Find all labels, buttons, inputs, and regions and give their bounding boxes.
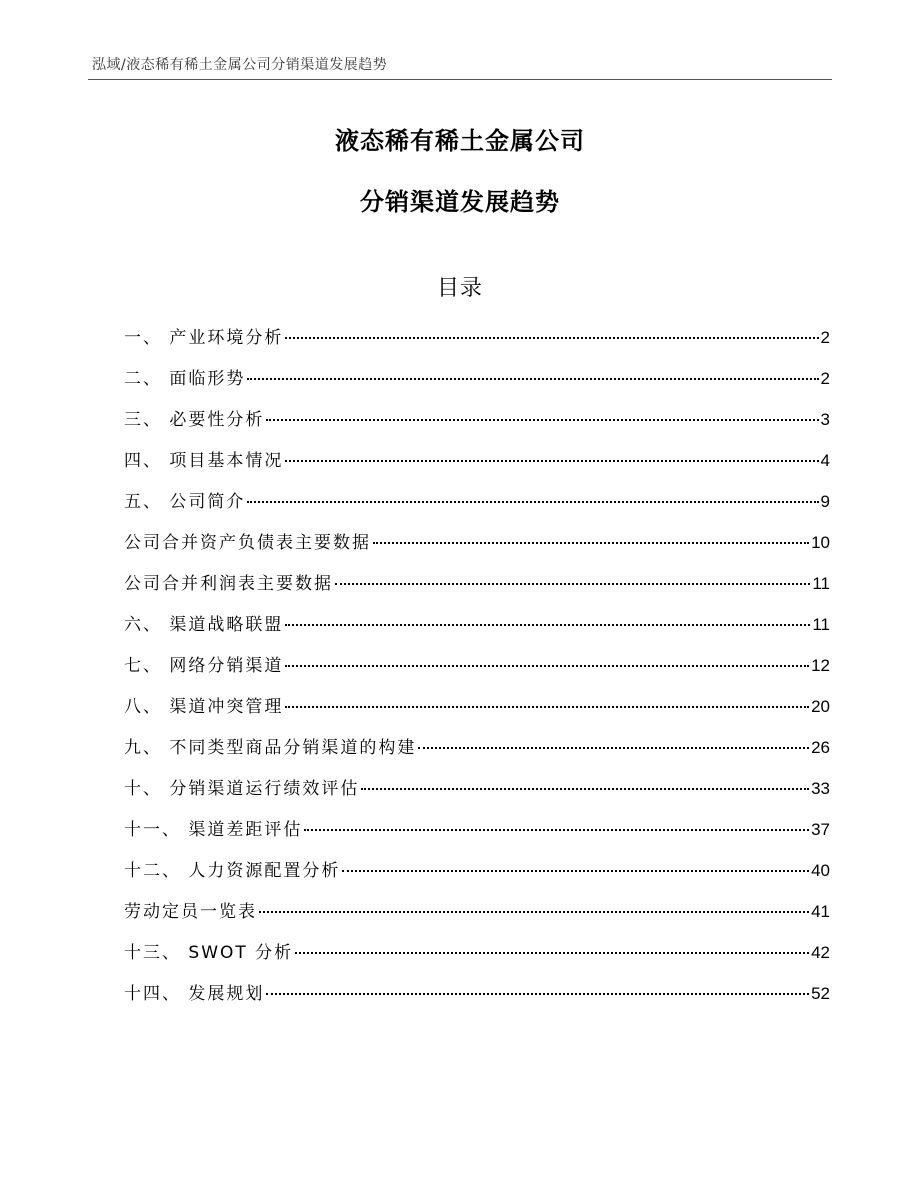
- toc-entry-page: 3: [820, 410, 830, 429]
- toc-dot-leader: [266, 419, 818, 421]
- toc-dot-leader: [285, 665, 809, 667]
- toc-entry[interactable]: [124, 610, 830, 651]
- toc-entry-label: 六、 渠道战略联盟: [124, 615, 284, 635]
- toc-dot-leader: [247, 501, 818, 503]
- toc-dot-leader: [285, 337, 818, 339]
- toc-entry[interactable]: [124, 897, 830, 938]
- toc-dot-leader: [418, 747, 809, 749]
- toc-entry[interactable]: [124, 364, 830, 405]
- toc-entry-label: 七、 网络分销渠道: [124, 656, 284, 676]
- toc-entry-page: 26: [811, 738, 830, 757]
- toc-entry-page: 10: [811, 533, 830, 552]
- toc-entry-page: 20: [811, 697, 830, 716]
- toc-entry-page: 4: [820, 451, 830, 470]
- toc-dot-leader: [361, 788, 809, 790]
- toc-dot-leader: [373, 542, 809, 544]
- toc-entry-label: 十二、 人力资源配置分析: [124, 861, 341, 881]
- toc-entry[interactable]: [124, 405, 830, 446]
- running-header: 泓域/液态稀有稀土金属公司分销渠道发展趋势: [92, 57, 388, 73]
- toc-entry-page: 52: [811, 984, 830, 1003]
- toc-entry-label: 二、 面临形势: [124, 369, 246, 389]
- toc-dot-leader: [247, 378, 818, 380]
- toc-entry[interactable]: [124, 774, 830, 815]
- toc-entry-page: 42: [811, 943, 830, 962]
- toc-entry-page: 2: [820, 369, 830, 388]
- toc-entry-label: 十一、 渠道差距评估: [124, 820, 303, 840]
- toc-entry-label: 十四、 发展规划: [124, 984, 265, 1004]
- toc-entry-label: 五、 公司简介: [124, 492, 246, 512]
- toc-heading: 目录: [436, 276, 483, 301]
- toc-entry-label: 九、 不同类型商品分销渠道的构建: [124, 738, 417, 758]
- toc-dot-leader: [285, 706, 809, 708]
- toc-entry[interactable]: [124, 938, 830, 979]
- header-divider: [88, 79, 832, 80]
- toc-entry-page: 33: [811, 779, 830, 798]
- toc-entry-label: 四、 项目基本情况: [124, 451, 284, 471]
- toc-dot-leader: [304, 829, 809, 831]
- toc-entry[interactable]: [124, 733, 830, 774]
- toc-dot-leader: [335, 583, 810, 585]
- toc-entry[interactable]: [124, 692, 830, 733]
- toc-entry-label: 三、 必要性分析: [124, 410, 265, 430]
- toc-entry-page: 40: [811, 861, 830, 880]
- toc-entry[interactable]: [124, 651, 830, 692]
- toc-entry-page: 9: [820, 492, 830, 511]
- toc-entry-label: 公司合并资产负债表主要数据: [124, 533, 371, 553]
- toc-dot-leader: [259, 911, 809, 913]
- toc-entry[interactable]: [124, 323, 830, 364]
- toc-entry-label: 一、 产业环境分析: [124, 328, 284, 348]
- toc-entry-page: 12: [811, 656, 830, 675]
- toc-entry[interactable]: [124, 815, 830, 856]
- toc-dot-leader: [285, 460, 818, 462]
- toc-entry-page: 2: [820, 328, 830, 347]
- toc-entry-label: 劳动定员一览表: [124, 902, 257, 922]
- toc-dot-leader: [342, 870, 809, 872]
- toc-entry-page: 11: [812, 615, 830, 634]
- document-title: 液态稀有稀土金属公司: [335, 127, 585, 155]
- toc-entry[interactable]: [124, 487, 830, 528]
- table-of-contents: [124, 323, 830, 1020]
- document-subtitle: 分销渠道发展趋势: [360, 188, 560, 216]
- toc-entry-page: 11: [812, 574, 830, 593]
- toc-entry[interactable]: [124, 569, 830, 610]
- toc-dot-leader: [285, 624, 810, 626]
- toc-entry[interactable]: [124, 528, 830, 569]
- toc-entry-page: 37: [811, 820, 830, 839]
- toc-entry[interactable]: [124, 979, 830, 1020]
- toc-entry[interactable]: [124, 446, 830, 487]
- toc-entry-label: 八、 渠道冲突管理: [124, 697, 284, 717]
- toc-entry[interactable]: [124, 856, 830, 897]
- toc-entry-label: 公司合并利润表主要数据: [124, 574, 333, 594]
- toc-entry-page: 41: [811, 902, 830, 921]
- toc-entry-label: 十、 分销渠道运行绩效评估: [124, 779, 360, 799]
- toc-entry-label: 十三、 SWOT 分析: [124, 943, 294, 963]
- toc-dot-leader: [295, 952, 809, 954]
- toc-dot-leader: [266, 993, 809, 995]
